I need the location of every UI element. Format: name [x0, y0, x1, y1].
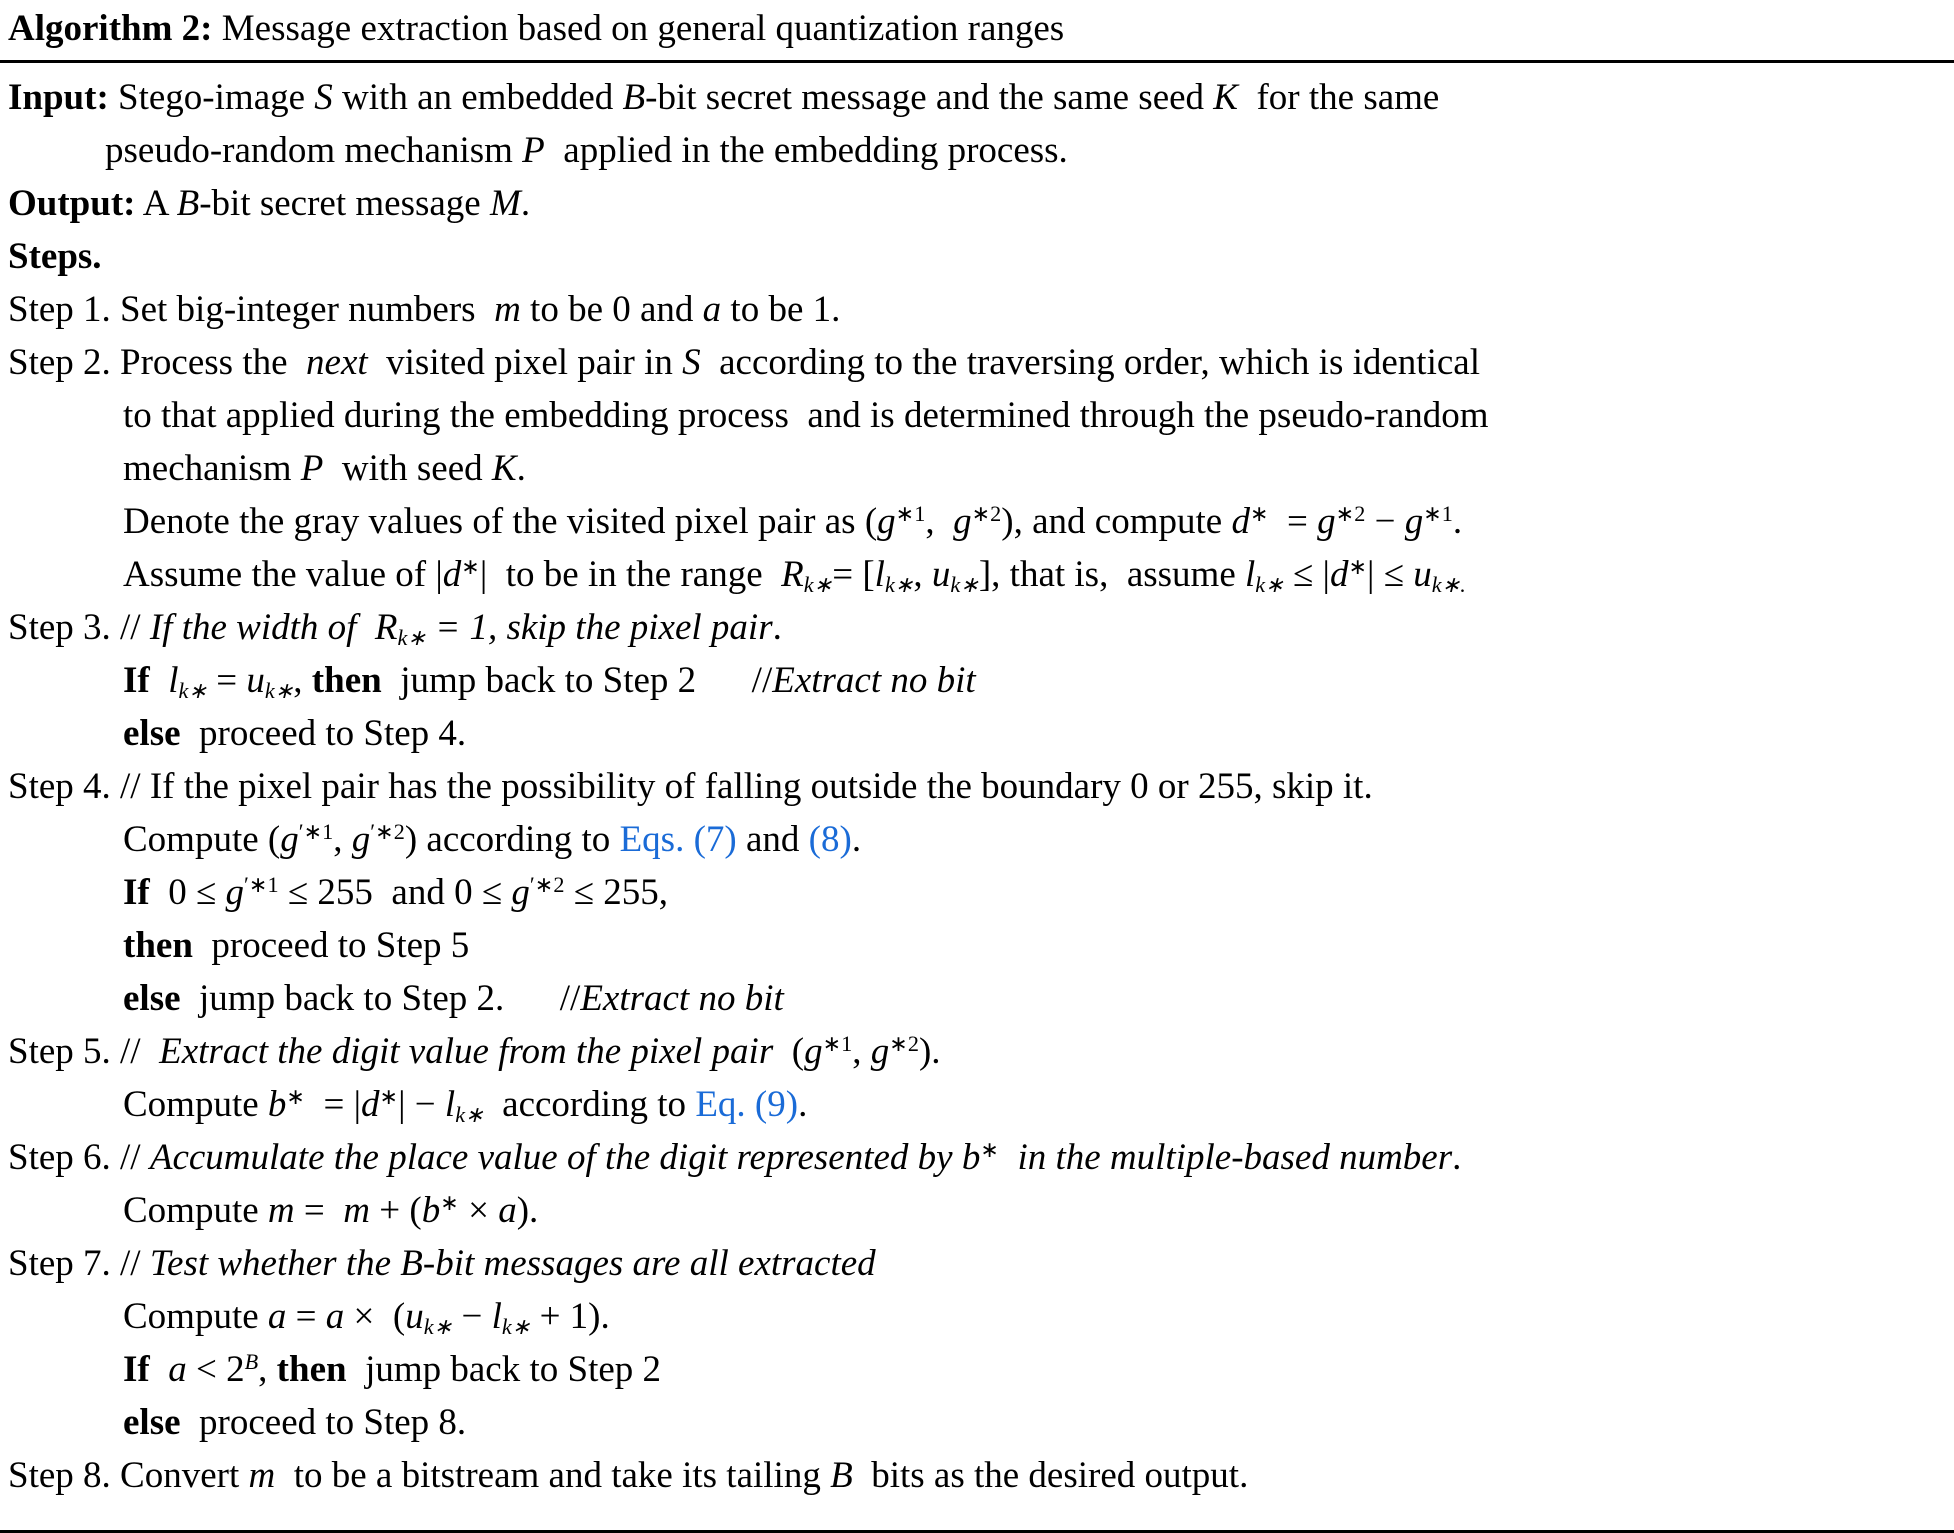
text-segment: g	[280, 819, 299, 860]
text-segment: l	[874, 554, 885, 595]
text-segment: ∗	[286, 1083, 306, 1109]
text-segment: Compute	[123, 1296, 268, 1337]
algorithm-body	[0, 63, 1954, 1530]
text-segment: S	[682, 342, 701, 383]
text-segment: If	[123, 1349, 150, 1390]
text-segment: mechanism	[123, 448, 301, 489]
text-segment: | to be in the range	[479, 554, 782, 595]
text-segment: ,	[852, 1031, 871, 1072]
text-segment: proceed to Step 8.	[180, 1402, 467, 1443]
text-segment: P	[522, 130, 545, 171]
text-segment: Input:	[8, 77, 109, 118]
text-segment: g	[1404, 501, 1424, 542]
text-segment: m	[343, 1190, 371, 1231]
text-segment: u	[1413, 554, 1432, 595]
text-segment	[150, 1349, 169, 1390]
text-segment: pseudo-random mechanism	[105, 130, 523, 171]
text-segment: K	[491, 448, 517, 489]
algorithm-line	[0, 548, 1954, 601]
text-segment: k∗	[950, 572, 979, 598]
text-segment: −	[1365, 501, 1405, 542]
text-segment: = 1, skip the pixel pair	[425, 607, 773, 648]
text-segment: + 1).	[530, 1296, 610, 1337]
text-segment: ,	[258, 1349, 277, 1390]
text-segment: .	[798, 1084, 808, 1125]
text-segment: l	[491, 1296, 502, 1337]
text-segment: according to	[483, 1084, 696, 1125]
text-segment: Stego-image	[108, 77, 315, 118]
text-segment: K	[1213, 77, 1238, 118]
text-segment: with seed	[323, 448, 492, 489]
text-segment: = |	[305, 1084, 362, 1125]
text-segment: k∗	[264, 678, 294, 704]
text-segment: −	[452, 1296, 492, 1337]
text-segment: (	[773, 1031, 805, 1072]
text-segment: d	[442, 554, 462, 595]
text-segment: ×	[458, 1190, 499, 1231]
text-segment: ∗	[1348, 553, 1368, 579]
text-segment: to that applied during the embedding process and is determined through the pseudo-random	[123, 395, 1489, 436]
algorithm-line	[0, 442, 1954, 495]
text-segment: .	[520, 183, 531, 224]
text-segment: then	[123, 925, 193, 966]
text-segment: =	[1268, 501, 1318, 542]
text-segment: + (	[370, 1190, 422, 1231]
text-segment: m	[494, 289, 521, 330]
text-segment: k∗	[1255, 572, 1284, 598]
text-segment: Accumulate the place value of the digit represented by b	[149, 1137, 981, 1178]
text-segment: g	[1317, 501, 1336, 542]
text-segment: | −	[398, 1084, 445, 1125]
equation-ref-link[interactable]: Eqs. (7)	[619, 819, 737, 860]
text-segment: Extract the digit value from the pixel pair	[159, 1031, 774, 1072]
algorithm-line	[0, 1237, 1954, 1290]
algorithm-line	[0, 495, 1954, 548]
text-segment: .	[1452, 501, 1463, 542]
text-segment: If	[123, 872, 150, 913]
text-segment: ], that is, assume	[978, 554, 1245, 595]
text-segment: g	[870, 1031, 890, 1072]
text-segment: u	[931, 554, 951, 595]
text-segment: g	[804, 1031, 823, 1072]
text-segment: ) according to	[404, 819, 620, 860]
text-segment: ∗2	[889, 1030, 919, 1056]
text-segment: =	[286, 1296, 326, 1337]
text-segment: d	[1329, 554, 1349, 595]
algorithm-line	[0, 230, 1954, 283]
text-segment: then	[311, 660, 382, 701]
text-segment: Compute (	[123, 819, 281, 860]
text-segment: to be a bitstream and take its tailing	[275, 1455, 831, 1496]
text-segment: jump back to Step 2 //	[381, 660, 773, 701]
text-segment: B	[830, 1455, 853, 1496]
text-segment: a	[498, 1190, 517, 1231]
text-segment: according to the traversing order, which is identical	[700, 342, 1480, 383]
text-segment: g	[225, 872, 245, 913]
text-segment: k∗	[397, 625, 426, 651]
text-segment: in the multiple-based number	[1017, 1137, 1453, 1178]
text-segment: A	[135, 183, 177, 224]
algorithm-line	[0, 1025, 1954, 1078]
text-segment: else	[123, 978, 181, 1019]
algorithm-line	[0, 389, 1954, 442]
text-segment: k∗	[884, 572, 914, 598]
text-segment: Extract no bit	[580, 978, 784, 1019]
text-segment: m	[248, 1455, 276, 1496]
text-segment: k∗	[501, 1314, 531, 1340]
algorithm-line	[0, 1396, 1954, 1449]
text-segment: ∗	[1249, 500, 1269, 526]
text-segment: d	[1231, 501, 1250, 542]
text-segment: ∗2	[1335, 500, 1366, 526]
text-segment: m	[267, 1190, 295, 1231]
text-segment: ′∗1	[298, 818, 334, 844]
text-segment: ,	[293, 660, 312, 701]
text-segment: u	[246, 660, 265, 701]
text-segment: Output:	[8, 183, 136, 224]
text-segment: R	[781, 554, 804, 595]
text-segment: ∗2	[971, 500, 1002, 526]
text-segment: =	[206, 660, 247, 701]
text-segment: Algorithm 2:	[8, 8, 213, 49]
text-segment: jump back to Step 2. //	[180, 978, 581, 1019]
text-segment: S	[314, 77, 333, 118]
algorithm-line	[0, 71, 1954, 124]
text-segment: for the same	[1237, 77, 1440, 118]
text-segment: .	[772, 607, 782, 648]
text-segment: ), and compute	[1001, 501, 1232, 542]
text-segment: B	[244, 1348, 259, 1374]
text-segment: Step 1. Set big-integer numbers	[8, 289, 495, 330]
text-segment: Compute	[123, 1190, 268, 1231]
text-segment: Message extraction based on general quantization ranges	[212, 8, 1065, 49]
text-segment: ,	[333, 819, 352, 860]
text-segment: k∗	[423, 1314, 453, 1340]
algorithm-line	[0, 1343, 1954, 1396]
text-segment: ∗	[379, 1083, 399, 1109]
text-segment: Compute	[123, 1084, 268, 1125]
text-segment: Step 6. //	[8, 1137, 150, 1178]
text-segment: M	[489, 183, 521, 224]
equation-ref-link[interactable]: (8)	[808, 819, 852, 860]
algorithm-line	[0, 972, 1954, 1025]
text-segment: else	[123, 713, 181, 754]
text-segment: Steps.	[8, 236, 102, 277]
text-segment: g	[511, 872, 530, 913]
text-segment: If the width of R	[149, 607, 398, 648]
text-segment: P	[300, 448, 324, 489]
text-segment: Step 4. // If the pixel pair has the possibility of falling outside the boundary 0 or 255, skip it.	[8, 766, 1373, 807]
text-segment: else	[123, 1402, 181, 1443]
text-segment: l	[1245, 554, 1256, 595]
algorithm-line	[0, 760, 1954, 813]
text-segment: ∗1	[895, 500, 926, 526]
text-segment: b	[421, 1190, 441, 1231]
text-segment: ).	[516, 1190, 539, 1231]
text-segment: proceed to Step 4.	[180, 713, 467, 754]
text-segment: Step 3. //	[8, 607, 150, 648]
algorithm-line	[0, 654, 1954, 707]
text-segment: ∗1	[822, 1030, 853, 1056]
text-segment: .	[1452, 1137, 1462, 1178]
text-segment: and	[736, 819, 809, 860]
text-segment: ,	[925, 501, 954, 542]
text-segment: If	[123, 660, 150, 701]
algorithm-line	[0, 601, 1954, 654]
algorithm-line	[0, 813, 1954, 866]
algorithm-line	[0, 866, 1954, 919]
text-segment: Assume the value of |	[123, 554, 443, 595]
text-segment: ≤ 255,	[564, 872, 668, 913]
text-segment: -bit secret message	[199, 183, 490, 224]
text-segment: ≤ |	[1283, 554, 1330, 595]
text-segment: g	[953, 501, 972, 542]
text-segment: × (	[344, 1296, 406, 1337]
text-segment: | ≤	[1367, 554, 1414, 595]
text-segment: with an embedded	[332, 77, 623, 118]
text-segment: d	[361, 1084, 380, 1125]
text-segment: ′∗2	[370, 818, 405, 844]
text-segment: = [	[832, 554, 875, 595]
text-segment: Extract no bit	[772, 660, 976, 701]
text-segment: visited pixel pair in	[367, 342, 683, 383]
text-segment: a	[325, 1296, 345, 1337]
algorithm-line	[0, 1184, 1954, 1237]
text-segment: ′∗1	[244, 871, 279, 897]
text-segment: ∗	[440, 1189, 459, 1215]
algorithm-line	[0, 919, 1954, 972]
text-segment: k∗.	[1431, 572, 1466, 598]
algorithm-line	[0, 1078, 1954, 1131]
text-segment: then	[276, 1349, 347, 1390]
algorithm-line	[0, 707, 1954, 760]
text-segment: a	[168, 1349, 187, 1390]
text-segment: ).	[918, 1031, 941, 1072]
text-segment: .	[516, 448, 526, 489]
algorithm-line	[0, 1449, 1954, 1502]
text-segment: to be 1.	[721, 289, 841, 330]
algorithm-title	[0, 0, 1954, 60]
text-segment: 0 ≤	[149, 872, 226, 913]
text-segment: to be 0 and	[520, 289, 703, 330]
algorithm-line	[0, 177, 1954, 230]
text-segment: Denote the gray values of the visited pixel pair as (	[123, 501, 878, 542]
text-segment	[999, 1137, 1018, 1178]
text-segment: ,	[913, 554, 932, 595]
text-segment: ∗1	[1423, 500, 1453, 526]
text-segment: a	[267, 1296, 287, 1337]
text-segment: next	[306, 342, 368, 383]
text-segment: =	[294, 1190, 344, 1231]
text-segment: Step 2. Process the	[8, 342, 307, 383]
text-segment: g	[877, 501, 896, 542]
algorithm-line	[0, 1290, 1954, 1343]
text-segment: u	[405, 1296, 424, 1337]
text-segment: -bit secret message and the same seed	[645, 77, 1214, 118]
text-segment: b	[267, 1084, 287, 1125]
text-segment: a	[702, 289, 722, 330]
text-segment: k∗	[178, 678, 207, 704]
text-segment: Step 7. //	[8, 1243, 150, 1284]
text-segment: B	[622, 77, 646, 118]
text-segment: k∗	[455, 1102, 484, 1128]
text-segment: Step 5. //	[8, 1031, 160, 1072]
text-segment: Step 8. Convert	[8, 1455, 249, 1496]
text-segment: ∗	[461, 553, 480, 579]
text-segment: ≤ 255 and 0 ≤	[278, 872, 512, 913]
text-segment: g	[351, 819, 371, 860]
text-segment: ′∗2	[529, 871, 565, 897]
text-segment: proceed to Step 5	[192, 925, 470, 966]
text-segment: B	[176, 183, 200, 224]
text-segment: l	[168, 660, 179, 701]
text-segment: .	[851, 819, 862, 860]
text-segment: Test whether the B-bit messages are all extracted	[149, 1243, 876, 1284]
text-segment: l	[444, 1084, 456, 1125]
algorithm-line	[0, 283, 1954, 336]
algorithm-line	[0, 124, 1954, 177]
algorithm-line	[0, 1131, 1954, 1184]
text-segment: applied in the embedding process.	[544, 130, 1068, 171]
text-segment	[150, 660, 169, 701]
algorithm-line	[0, 336, 1954, 389]
text-segment: bits as the desired output.	[852, 1455, 1249, 1496]
text-segment: k∗	[803, 572, 833, 598]
text-segment: < 2	[186, 1349, 245, 1390]
text-segment: ∗	[980, 1136, 999, 1162]
equation-ref-link[interactable]: Eq. (9)	[695, 1084, 799, 1125]
text-segment: jump back to Step 2	[346, 1349, 662, 1390]
